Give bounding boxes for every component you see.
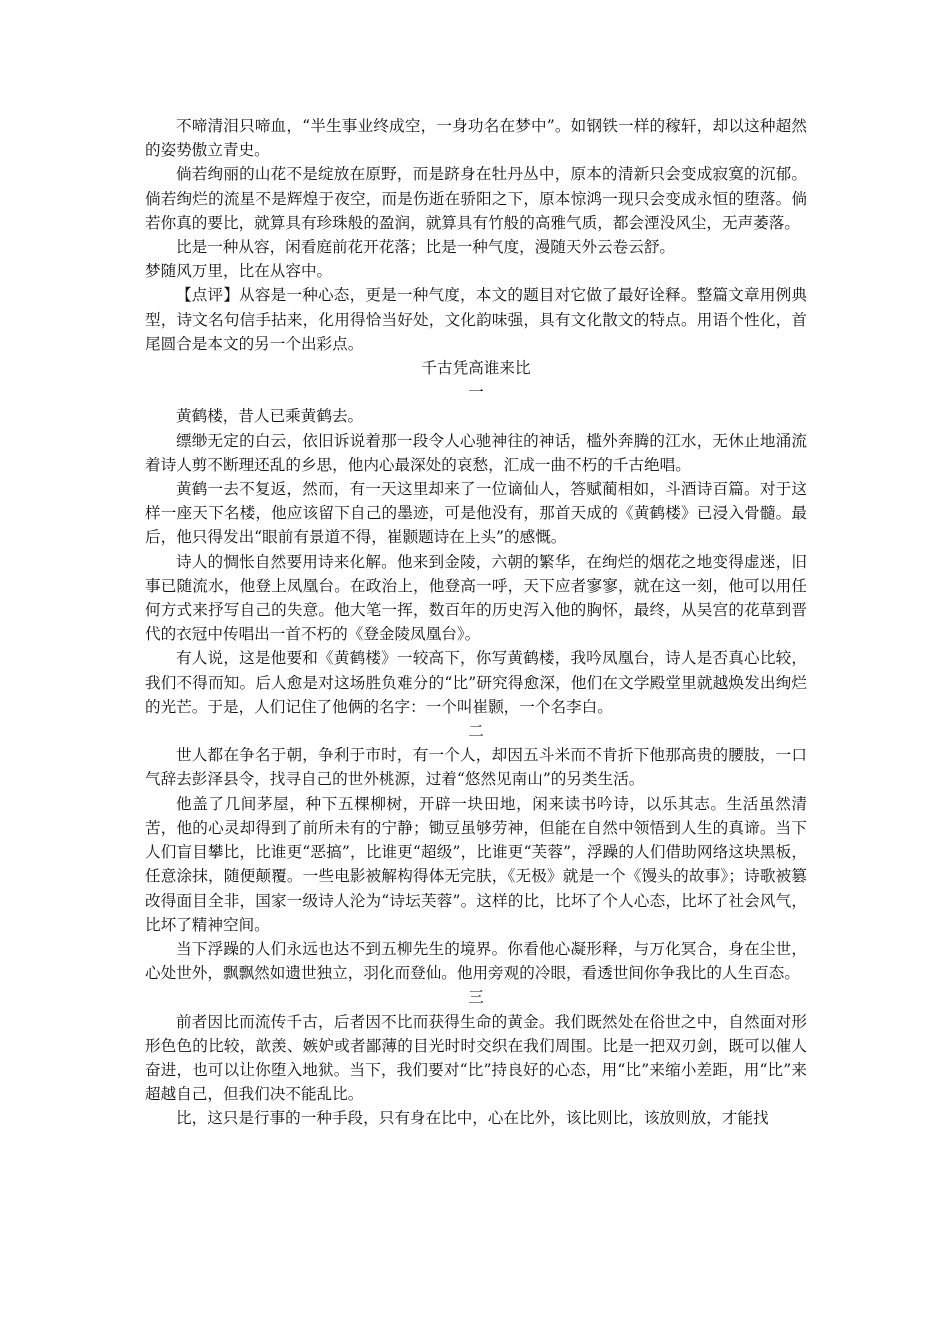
essay-title: 千古凭高谁来比 bbox=[421, 359, 531, 378]
paragraph: 倘若绚丽的山花不是绽放在原野，而是跻身在牡丹丛中，原本的清新只会变成寂寞的沉郁。倘若绚烂的流星不是辉煌于夜空，而是伤逝在骄阳之下，原本惊鸿一现只会变成永恒的堕落。倘若你真的要比，就算具有珍珠般的盈润，就算具有竹般的高雅气质，都会湮没风尘，无声萎落。 bbox=[145, 165, 807, 232]
paragraph: 比，这只是行事的一种手段，只有身在比中，心在比外，该比则比，该放则放，才能找 bbox=[176, 1109, 769, 1128]
paragraph: 黄鹤一去不复返，然而，有一天这里却来了一位谪仙人，答赋蔺相如，斗酒诗百篇。对于这样一座天下名楼，他应该留下自己的墨迹，可是他没有，那首天成的《黄鹤楼》已浸入骨髓。最后，他只得发出“眼前有景道不得，崔颢题诗在上头”的感慨。 bbox=[145, 480, 807, 547]
document-page bbox=[145, 114, 807, 1131]
paragraph: 他盖了几间茅屋，种下五棵柳树，开辟一块田地，闲来读书吟诗，以乐其志。生活虽然清苦，他的心灵却得到了前所未有的宁静；锄豆虽够劳神，但能在自然中领悟到人生的真谛。当下人们盲目攀比，比谁更“恶搞”，比谁更“超级”，比谁更“芙蓉”，浮躁的人们借助网络这块黑板，任意涂抹，随便颠覆。一些电影被解构得体无完肤，《无极》就是一个《馒头的故事》；诗歌被篡改得面目全非，国家一级诗人沦为“诗坛芙蓉”。这样的比，比坏了个人心态，比坏了社会风气，比坏了精神空间。 bbox=[145, 794, 807, 934]
comment-paragraph: 【点评】从容是一种心态，更是一种气度，本文的题目对它做了最好诠释。整篇文章用例典型，诗文名句信手拈来，化用得恰当好处，文化韵味强，具有文化散文的特点。用语个性化，首尾圆合是本文的另一个出彩点。 bbox=[145, 286, 807, 353]
paragraph: 不啼清泪只啼血，“半生事业终成空，一身功名在梦中”。如钢铁一样的稼轩，却以这种超然的姿势傲立青史。 bbox=[145, 117, 807, 160]
closing-line: 梦随风万里，比在从容中。 bbox=[145, 262, 333, 281]
paragraph: 当下浮躁的人们永远也达不到五柳先生的境界。你看他心凝形释，与万化冥合，身在尘世，心处世外，飘飘然如遗世独立，羽化而登仙。他用旁观的冷眼，看透世间你争我比的人生百态。 bbox=[145, 939, 807, 983]
paragraph: 诗人的惆怅自然要用诗来化解。他来到金陵，六朝的繁华，在绚烂的烟花之地变得虚迷，旧事已随流水，他登上凤凰台。在政治上，他登高一呼，天下应者寥寥，就在这一刻，他可以用任何方式来抒写自己的失意。他大笔一挥，数百年的历史泻入他的胸怀，最终，从吴宫的花草到晋代的衣冠中传唱出一首不朽的《登金陵凤凰台》。 bbox=[145, 552, 807, 644]
section-number: 二 bbox=[468, 722, 484, 741]
section-number: 三 bbox=[468, 988, 484, 1007]
paragraph: 缥缈无定的白云，依旧诉说着那一段令人心驰神往的神话，槛外奔腾的江水，无休止地涌流着诗人剪不断理还乱的乡思，他内心最深处的哀愁，汇成一曲不朽的千古绝唱。 bbox=[145, 431, 807, 474]
paragraph: 有人说，这是他要和《黄鹤楼》一较高下，你写黄鹤楼，我吟凤凰台，诗人是否真心比较，我们不得而知。后人愈是对这场胜负难分的“比”研究得愈深，他们在文学殿堂里就越焕发出绚烂的光芒。于是，人们记住了他俩的名字：一个叫崔颢，一个名李白。 bbox=[145, 649, 807, 716]
paragraph: 黄鹤楼，昔人已乘黄鹤去。 bbox=[176, 407, 364, 426]
paragraph: 前者因比而流传千古，后者因不比而获得生命的黄金。我们既然处在俗世之中，自然面对形形色色的比较，歆羡、嫉妒或者鄙薄的目光时时交织在我们周围。比是一把双刃剑，既可以催人奋进，也可以让你堕入地狱。当下，我们要对“比”持良好的心态，用“比”来缩小差距，用“比”来超越自己，但我们决不能乱比。 bbox=[145, 1012, 807, 1104]
paragraph: 世人都在争名于朝，争利于市时，有一个人，却因五斗米而不肯折下他那高贵的腰肢，一口气辞去彭泽县令，找寻自己的世外桃源，过着“悠然见南山”的另类生活。 bbox=[145, 746, 807, 789]
section-number: 一 bbox=[468, 383, 484, 402]
paragraph: 比是一种从容，闲看庭前花开花落；比是一种气度，漫随天外云卷云舒。 bbox=[176, 238, 676, 257]
